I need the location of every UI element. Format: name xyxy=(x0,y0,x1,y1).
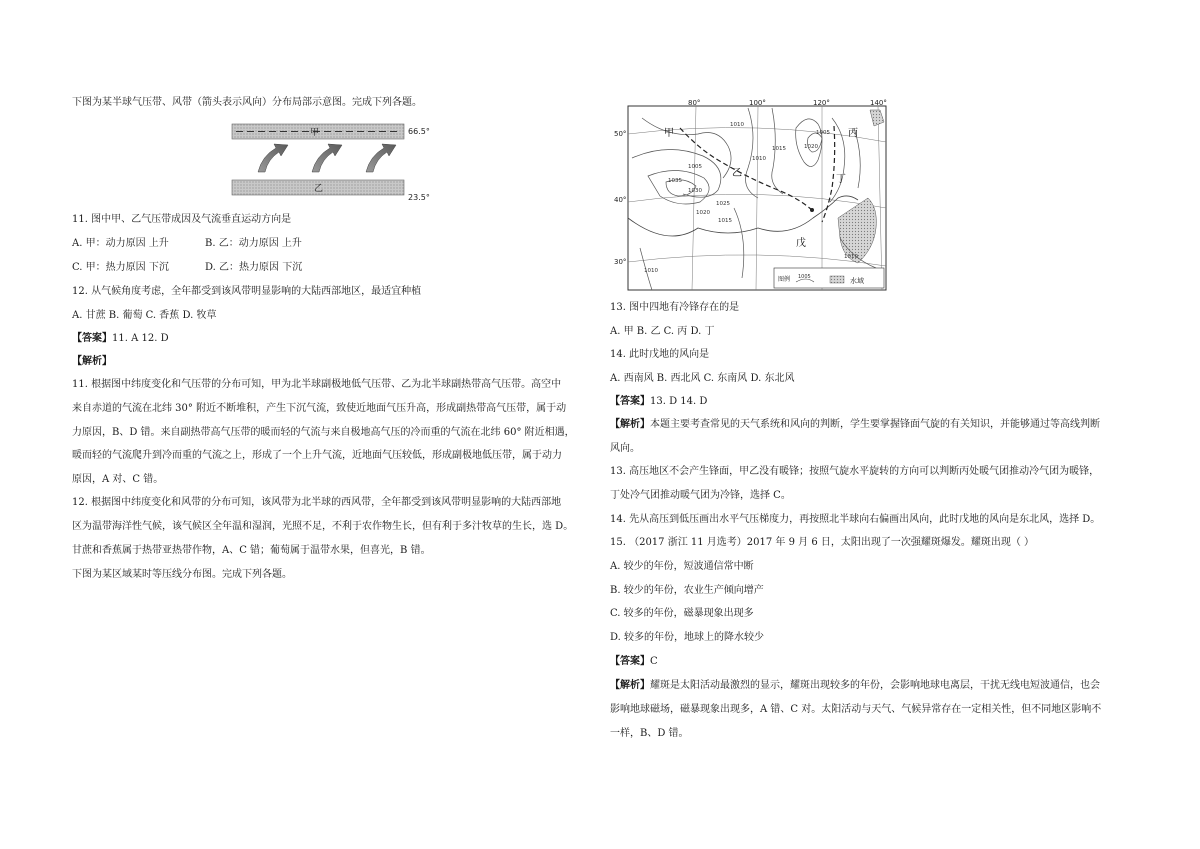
analysis-11-line: 原因，A 对、C 错。 xyxy=(72,474,164,485)
analysis-11-line: 力原因，B、D 错。来自副热带高气压带的暖而轻的气流与来自极地高气压的冷而重的气流在北纬 60° 附近相遇， xyxy=(72,427,575,438)
q11-option-b: B. 乙：动力原因 上升 xyxy=(205,238,302,249)
isobar-value: 1005 xyxy=(816,130,830,136)
q11-option-c: C. 甲：热力原因 下沉 xyxy=(72,262,169,273)
legend-isobar-value: 1005 xyxy=(798,274,811,280)
isobar-value: 1010 xyxy=(752,156,766,162)
analysis-15-line: 一样，B、D 错。 xyxy=(610,728,689,739)
analysis-11-line: 11. 根据图中纬度变化和气压带的分布可知，甲为北半球副极地低气压带、乙为北半球副热带高气压带。高空中 xyxy=(72,379,562,390)
isobar-value: 1010 xyxy=(644,268,658,274)
isobar-value: 1005 xyxy=(688,164,702,170)
q14-options: A. 西南风 B. 西北风 C. 东南风 D. 东北风 xyxy=(610,373,795,384)
q12-options: A. 甘蔗 B. 葡萄 C. 香蕉 D. 牧草 xyxy=(72,310,217,321)
legend-water-label: 水域 xyxy=(850,277,864,285)
isobar-value: 1035 xyxy=(668,178,682,184)
lon-label: 100° xyxy=(749,99,766,107)
q15-option-c: C. 较多的年份，磁暴现象出现多 xyxy=(610,608,754,619)
isobar-value: 1020 xyxy=(804,144,818,150)
wind-arrow-3 xyxy=(366,144,396,172)
answer-label: 【答案】 xyxy=(72,333,112,344)
analysis-13-line: 丁处冷气团推动暖气团为冷锋，选择 C。 xyxy=(610,490,791,501)
analysis-intro-line: 风向。 xyxy=(610,443,640,454)
legend-title: 图例 xyxy=(778,276,791,283)
legend-water-swatch xyxy=(830,276,844,283)
analysis-12-line: 甘蔗和香蕉属于热带亚热带作物，A、C 错；葡萄属于温带水果，但喜光，B 错。 xyxy=(72,545,431,556)
question-12: 12. 从气候角度考虑，全年都受到该风带明显影响的大陆西部地区，最适宜种植 xyxy=(72,286,422,297)
lon-label: 140° xyxy=(870,99,887,107)
q15-option-a: A. 较少的年份，短波通信常中断 xyxy=(610,561,754,572)
isobar-map xyxy=(608,98,894,294)
analysis-text: 本题主要考查常见的天气系统和风向的判断，学生要掌握锋面气旋的有关知识，并能够通过等高线判断 xyxy=(650,419,1100,430)
q11-option-a: A. 甲：动力原因 上升 xyxy=(72,238,169,249)
isobar-value: 1015 xyxy=(718,218,732,224)
answer-value: 13. D 14. D xyxy=(650,396,708,407)
isobar-value: 1025 xyxy=(716,201,730,207)
analysis-13-line: 13. 高压地区不会产生锋面，甲乙没有暖锋；按照气旋水平旋转的方向可以判断丙处暖气团推动冷气团为暖锋， xyxy=(610,466,1100,477)
analysis-label: 【解析】 xyxy=(72,356,112,367)
answer-row-15 xyxy=(610,657,658,667)
label-yi: 乙 xyxy=(314,184,324,194)
lon-label: 120° xyxy=(813,99,830,107)
intro-text-1: 下图为某半球气压带、风带（箭头表示风向）分布局部示意图。完成下列各题。 xyxy=(72,97,422,108)
analysis-12-line: 区为温带海洋性气候，该气候区全年温和湿润，光照不足，不利于农作物生长，但有利于多汁牧草的生长，选 D。 xyxy=(72,521,574,532)
wind-arrow-2 xyxy=(312,144,342,172)
q15-option-b: B. 较少的年份，农业生产倾向增产 xyxy=(610,585,764,596)
answer-value: C xyxy=(650,656,658,667)
analysis-15-line xyxy=(610,681,1100,691)
lat-label: 40° xyxy=(614,196,627,204)
analysis-11-line: 来自赤道的气流在北纬 30° 附近不断堆积，产生下沉气流，致使近地面气压升高，形成副热带高气压带，属于动 xyxy=(72,403,567,414)
lat-23-5: 23.5° xyxy=(408,193,430,202)
answer-row-13-14 xyxy=(610,397,707,407)
isobar-value: 1020 xyxy=(696,210,710,216)
lat-label: 30° xyxy=(614,258,627,266)
analysis-text: 耀斑是太阳活动最激烈的显示，耀斑出现较多的年份，会影响地球电离层，干扰无线电短波通信，也会 xyxy=(650,680,1100,691)
q11-option-d: D. 乙：热力原因 下沉 xyxy=(205,262,303,273)
question-11: 11. 图中甲、乙气压带成因及气流垂直运动方向是 xyxy=(72,214,292,225)
place-jia: 甲 xyxy=(664,128,674,139)
analysis-intro-line xyxy=(610,420,1100,430)
answer-label: 【答案】 xyxy=(610,656,650,667)
answer-label: 【答案】 xyxy=(610,396,650,407)
pressure-belt-diagram xyxy=(228,118,434,204)
place-bing: 丙 xyxy=(848,128,858,139)
analysis-15-line: 影响地球磁场，磁暴现象出现多，A 错、C 对。太阳活动与天气、气候异常存在一定相关性，但不同地区影响不 xyxy=(610,704,1102,715)
isobar-value: 1015 xyxy=(772,146,786,152)
label-jia: 甲 xyxy=(310,128,320,138)
analysis-label: 【解析】 xyxy=(610,680,650,691)
question-13: 13. 图中四地有冷锋存在的是 xyxy=(610,302,740,313)
lon-label: 80° xyxy=(688,99,701,107)
q15-option-d: D. 较多的年份，地球上的降水较少 xyxy=(610,632,765,643)
isobar-value: 1010 xyxy=(730,122,744,128)
analysis-14-line: 14. 先从高压到低压画出水平气压梯度力，再按照北半球向右偏画出风向，此时戊地的风向是东北风，选择 D。 xyxy=(610,514,1101,525)
place-yi: 乙 xyxy=(732,168,742,179)
isobar-value: 1030 xyxy=(688,188,702,194)
place-ding: 丁 xyxy=(836,174,846,185)
question-14: 14. 此时戊地的风向是 xyxy=(610,349,710,360)
analysis-label: 【解析】 xyxy=(610,419,650,430)
question-15: 15. （2017 浙江 11 月选考）2017 年 9 月 6 日，太阳出现了一次强耀斑爆发。耀斑出现（ ） xyxy=(610,537,1035,548)
analysis-12-line: 12. 根据图中纬度变化和风带的分布可知，该风带为北半球的西风带，全年都受到该风带明显影响的大陆西部地 xyxy=(72,497,562,508)
place-wu: 戊 xyxy=(796,238,806,249)
answer-value: 11. A 12. D xyxy=(112,333,169,344)
isobar-value: 1010 xyxy=(844,254,858,260)
lat-label: 50° xyxy=(614,130,627,138)
answer-row-11-12 xyxy=(72,334,169,344)
intro-text-2: 下图为某区域某时等压线分布图。完成下列各题。 xyxy=(72,569,292,580)
wind-arrow-1 xyxy=(258,144,288,172)
map-legend xyxy=(774,268,884,288)
lat-66-5: 66.5° xyxy=(408,127,430,136)
analysis-11-line: 暖而轻的气流爬升到冷而重的气流之上，形成了一个上升气流，近地面气压较低，形成副极地低压带，属于动力 xyxy=(72,450,562,461)
q13-options: A. 甲 B. 乙 C. 丙 D. 丁 xyxy=(610,326,715,337)
